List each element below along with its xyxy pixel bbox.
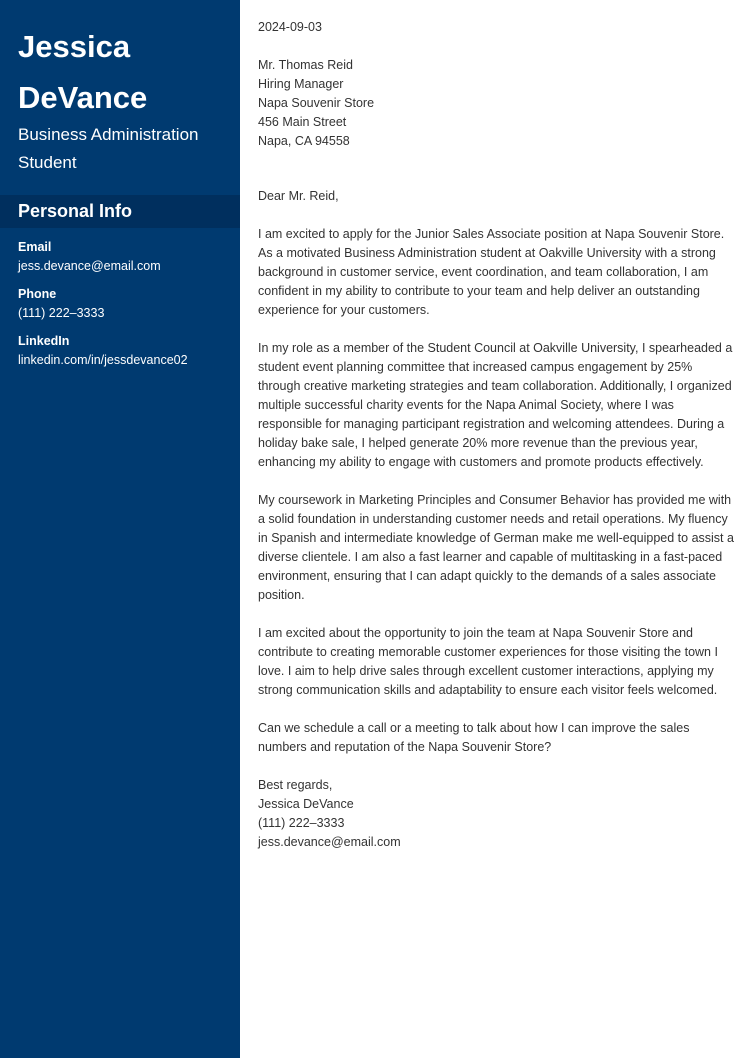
- recipient-address: [258, 56, 738, 151]
- paragraph-experience: In my role as a member of the Student Council at Oakville University, I spearheaded a student event planning committee that increased campus engagement by 25% through creative marketing strategies and team collaboration. Additionally, I organized multiple successful charity events for the Napa Animal Society, where I was responsible for managing participant registration and welcoming attendees. During a holiday bake sale, I helped generate 20% more revenue than the previous year, enhancing my ability to engage with customers and promote products effectively.: [258, 341, 733, 469]
- paragraph-intro: I am excited to apply for the Junior Sales Associate position at Napa Souvenir Store. As a motivated Business Administration student at Oakville University with a strong background in customer service, event coordination, and team collaboration, I am confident in my ability to contribute to your team and help deliver an outstanding experience for your customers.: [258, 227, 725, 317]
- letter-date: 2024-09-03: [258, 20, 322, 34]
- recipient-city: Napa, CA 94558: [258, 134, 350, 148]
- recipient-name: Mr. Thomas Reid: [258, 58, 353, 72]
- recipient-street: 456 Main Street: [258, 115, 347, 129]
- signature-email: jess.devance@email.com: [258, 835, 401, 849]
- linkedin-value[interactable]: linkedin.com/in/jessdevance02: [18, 353, 188, 367]
- email-label: Email: [18, 240, 52, 254]
- personal-info-title: Personal Info: [18, 201, 133, 221]
- closing: Best regards,: [258, 778, 333, 792]
- letter-content: [258, 187, 738, 852]
- applicant-name: [18, 21, 233, 123]
- paragraph-skills: My coursework in Marketing Principles and Consumer Behavior has provided me with a solid foundation in understanding customer needs and retail operations. My fluency in Spanish and intermediate knowledge of German make me well-equipped to assist a diverse clientele. I am also a fast learner and capable of multitasking in a fast-paced environment, ensuring that I can adapt quickly to the demands of a sales associate position.: [258, 493, 734, 602]
- signature-block: [258, 776, 738, 852]
- paragraph-motivation: I am excited about the opportunity to join the team at Napa Souvenir Store and contribute to creating memorable customer experiences for those visiting the town I love. I aim to help drive sales through excellent customer interactions, applying my strong communication skills and adaptability to ensure each visitor feels welcomed.: [258, 626, 718, 697]
- sidebar: [0, 0, 240, 1058]
- applicant-last-name: DeVance: [18, 80, 148, 115]
- phone-value[interactable]: (111) 222–3333: [18, 306, 105, 320]
- personal-info-header: [0, 195, 240, 228]
- salutation: Dear Mr. Reid,: [258, 189, 339, 203]
- recipient-company: Napa Souvenir Store: [258, 96, 375, 110]
- email-value[interactable]: jess.devance@email.com: [18, 259, 161, 273]
- applicant-first-name: Jessica: [18, 29, 131, 64]
- signature-name: Jessica DeVance: [258, 797, 354, 811]
- applicant-title: Business Administration Student: [18, 125, 199, 172]
- signature-phone: (111) 222–3333: [258, 816, 345, 830]
- paragraph-call-to-action: Can we schedule a call or a meeting to talk about how I can improve the sales numbers and reputation of the Napa Souvenir Store?: [258, 721, 690, 754]
- phone-label: Phone: [18, 287, 57, 301]
- linkedin-label: LinkedIn: [18, 334, 70, 348]
- recipient-title: Hiring Manager: [258, 77, 344, 91]
